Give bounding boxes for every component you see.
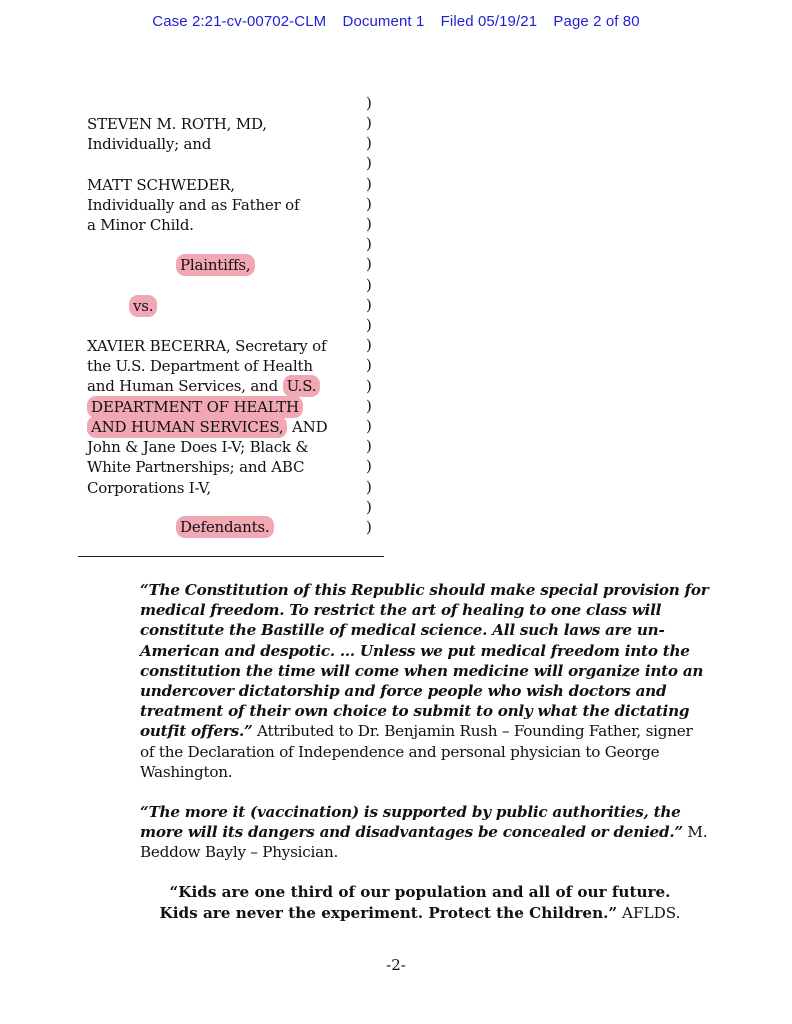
defendant-line-5-text: AND xyxy=(287,418,328,436)
page-number: -2- xyxy=(386,956,406,974)
paren: ) xyxy=(366,94,372,112)
highlight: Defendants. xyxy=(176,516,274,538)
versus-label xyxy=(129,296,157,316)
paren: ) xyxy=(366,215,372,233)
defendant-line-6: John & Jane Does I-V; Black & xyxy=(87,438,309,456)
quote-aflds xyxy=(100,882,740,924)
page-indicator: Page 2 of 80 xyxy=(553,13,640,30)
paren: ) xyxy=(366,235,372,253)
defendant-line-5 xyxy=(87,417,327,437)
paren: ) xyxy=(366,175,372,193)
paren: ) xyxy=(366,457,372,475)
plaintiff-1-capacity: Individually; and xyxy=(87,135,212,153)
quote-bayly xyxy=(140,802,710,863)
filed-date: Filed 05/19/21 xyxy=(440,13,538,30)
paren: ) xyxy=(366,417,372,435)
quote-rush xyxy=(140,580,710,782)
quote-aflds-attribution: AFLDS. xyxy=(617,904,681,922)
docket-header xyxy=(0,13,792,30)
paren: ) xyxy=(366,255,372,273)
quote-bayly-attribution: M. Beddow Bayly – Physician. xyxy=(140,823,708,862)
paren: ) xyxy=(366,114,372,132)
paren: ) xyxy=(366,316,372,334)
highlight: AND HUMAN SERVICES, xyxy=(87,416,287,438)
case-number: Case 2:21-cv-00702-CLM xyxy=(152,13,327,30)
paren: ) xyxy=(366,498,372,516)
quote-aflds-line1: “Kids are one third of our population and all of our future. xyxy=(169,883,671,901)
paren: ) xyxy=(366,518,372,536)
paren: ) xyxy=(366,377,372,395)
paren: ) xyxy=(366,397,372,415)
defendant-line-7: White Partnerships; and ABC xyxy=(87,458,305,476)
paren: ) xyxy=(366,134,372,152)
highlight: vs. xyxy=(129,295,157,317)
paren: ) xyxy=(366,356,372,374)
caption-divider xyxy=(78,556,384,557)
paren: ) xyxy=(366,276,372,294)
defendant-line-2: the U.S. Department of Health xyxy=(87,357,313,375)
plaintiff-2-capacity-line2: a Minor Child. xyxy=(87,216,194,234)
paren: ) xyxy=(366,437,372,455)
plaintiff-1-name: STEVEN M. ROTH, MD, xyxy=(87,115,267,133)
highlight: DEPARTMENT OF HEALTH xyxy=(87,396,303,418)
plaintiff-2-capacity-line1: Individually and as Father of xyxy=(87,196,300,214)
quote-rush-attribution: Attributed to Dr. Benjamin Rush – Founding Father, signer of the Declaration of Independence and personal physician to George Washington. xyxy=(140,722,693,781)
defendant-line-8: Corporations I-V, xyxy=(87,479,211,497)
defendant-line-3-text: and Human Services, and xyxy=(87,377,283,395)
quote-aflds-line2: Kids are never the experiment. Protect the Children.” xyxy=(159,904,618,922)
document-number: Document 1 xyxy=(342,13,425,30)
paren: ) xyxy=(366,296,372,314)
quote-rush-text: “The Constitution of this Republic should make special provision for medical freedom. To restrict the art of healing to one class will constitute the Bastille of medical science. All such laws are un-American and despotic. … Unless we put medical freedom into the constitution the time will come when medicine will organize into an undercover dictatorship and force people who wish doctors and treatment of their own choice to submit to only what the dictating outfit offers.” xyxy=(140,581,709,741)
paren: ) xyxy=(366,478,372,496)
plaintiff-2-name: MATT SCHWEDER, xyxy=(87,176,235,194)
paren: ) xyxy=(366,336,372,354)
paren: ) xyxy=(366,154,372,172)
defendants-label xyxy=(176,517,274,537)
highlight: Plaintiffs, xyxy=(176,254,255,276)
defendant-line-3 xyxy=(87,376,320,396)
plaintiffs-label xyxy=(176,255,255,275)
defendant-line-1: XAVIER BECERRA, Secretary of xyxy=(87,337,327,355)
quote-bayly-text: “The more it (vaccination) is supported by public authorities, the more will its dangers and disadvantages be concealed or denied.” xyxy=(140,803,683,842)
defendant-line-4 xyxy=(87,397,303,417)
highlight: U.S. xyxy=(283,375,321,397)
paren: ) xyxy=(366,195,372,213)
